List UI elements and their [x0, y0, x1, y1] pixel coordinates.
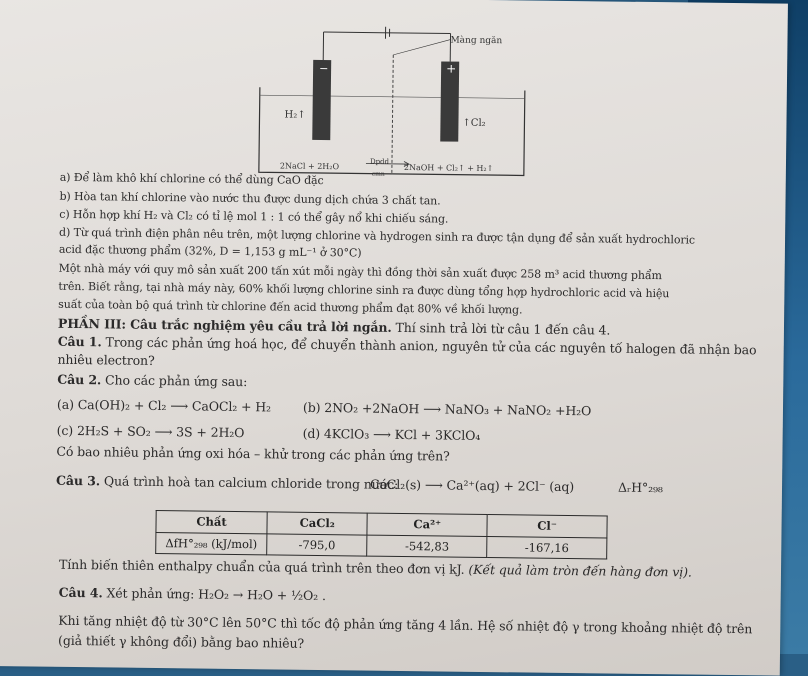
question-3-ask-text: Tính biến thiên enthalpy chuẩn của quá trình trên theo đơn vị kJ. — [59, 557, 465, 577]
question-1-text: Trong các phản ứng hoá học, để chuyển thành anion, nguyên tử của các nguyên tố halogen đã nhận bao — [102, 334, 757, 357]
table-cell-cacl2: -795,0 — [267, 533, 368, 556]
enthalpy-table — [155, 510, 608, 560]
reaction-b: (b) 2NO₂ +2NaOH ⟶ NaNO₃ + NaNO₂ +H₂O — [303, 400, 591, 419]
table-cell-cl-ion: -167,16 — [487, 536, 607, 559]
question-4-text: Xét phản ứng: H₂O₂ → H₂O + ½O₂ . — [103, 585, 326, 603]
part3-heading-title: PHẦN III: Câu trắc nghiệm yêu cầu trả lời ngắn. — [58, 316, 392, 335]
table-header-cl-ion: Cl⁻ — [487, 515, 607, 538]
table-cell-ca-ion: -542,83 — [367, 535, 487, 558]
part3-heading-instruction: Thí sinh trả lời từ câu 1 đến câu 4. — [392, 320, 611, 338]
equation-arrow-bottom: cmn — [372, 171, 385, 178]
statement-c: c) Hỗn hợp khí H₂ và Cl₂ có tỉ lệ mol 1 : 1 có thể gây nổ khi chiếu sáng. — [59, 208, 448, 226]
statement-d-line1: d) Từ quá trình điện phân nêu trên, một lượng chlorine và hydrogen sinh ra được tận dụng để sản xuất hydrochloric — [59, 226, 695, 247]
table-row-label: ΔfH°₂₉₈ (kJ/mol) — [156, 532, 267, 555]
table-header-ca-ion: Ca²⁺ — [367, 513, 487, 536]
statement-d-line2: acid đặc thương phẩm (32%, D = 1,153 g mL⁻¹ ở 30°C) — [59, 243, 362, 260]
statement-d-line4: trên. Biết rằng, tại nhà máy này, 60% khối lượng chlorine sinh ra được dùng tổng hợp hydrochloric acid và hiệu — [58, 280, 669, 300]
anode-sign: + — [446, 62, 456, 76]
equation-arrow-top: Dpdd — [370, 158, 389, 166]
reaction-d: (d) 4KClO₃ ⟶ KCl + 3KClO₄ — [303, 426, 481, 443]
question-1-line2: nhiêu electron? — [57, 352, 154, 368]
statement-a: a) Để làm khô khí chlorine có thể dùng CaO đặc — [60, 171, 324, 187]
question-3 — [56, 473, 398, 492]
equation-arrow — [364, 161, 414, 168]
question-1 — [58, 334, 757, 358]
reaction-c: (c) 2H₂S + SO₂ ⟶ 3S + 2H₂O — [57, 423, 245, 440]
equation-left: 2NaCl + 2H₂O — [280, 161, 339, 171]
statement-b: b) Hòa tan khí chlorine vào nước thu được dung dịch chứa 3 chất tan. — [59, 190, 440, 208]
table-row — [156, 532, 607, 559]
question-3-rounding-note: (Kết quả làm tròn đến hàng đơn vị). — [464, 562, 691, 580]
statement-d-line3: Một nhà máy với quy mô sản xuất 200 tấn xút mỗi ngày thì đồng thời sản xuất được 258 m³ acid thương phẩm — [59, 262, 662, 282]
table-header-substance: Chất — [156, 510, 267, 533]
reaction-a: (a) Ca(OH)₂ + Cl₂ ⟶ CaOCl₂ + H₂ — [57, 397, 271, 415]
hydrogen-label: H₂↑ — [284, 110, 305, 121]
question-2-label: Câu 2. — [57, 372, 101, 388]
question-3-equation: CaCl₂(s) ⟶ Ca²⁺(aq) + 2Cl⁻ (aq) — [370, 477, 574, 494]
equation-right: 2NaOH + Cl₂↑ + H₂↑ — [404, 163, 494, 173]
question-4-line2: (giả thiết γ không đổi) bằng bao nhiêu? — [58, 633, 304, 651]
question-4-line1: Khi tăng nhiệt độ từ 30°C lên 50°C thì tốc độ phản ứng tăng 4 lần. Hệ số nhiệt độ γ trong khoảng nhiệt độ trên — [58, 613, 752, 636]
question-2-ask: Có bao nhiêu phản ứng oxi hóa – khử trong các phản ứng trên? — [56, 444, 449, 464]
table-header-cacl2: CaCl₂ — [267, 512, 368, 535]
membrane-label: Màng ngăn — [450, 36, 502, 47]
cathode-sign: − — [319, 62, 328, 75]
question-2-text: Cho các phản ứng sau: — [101, 372, 247, 389]
statement-d-line5: suất của toàn bộ quá trình từ chlorine đến acid thương phẩm đạt 80% về khối lượng. — [58, 298, 522, 317]
question-4-label: Câu 4. — [59, 585, 103, 601]
question-4 — [59, 585, 326, 603]
question-1-label: Câu 1. — [58, 334, 102, 350]
question-3-label: Câu 3. — [56, 473, 100, 489]
question-3-ask — [59, 557, 692, 580]
question-3-text: Quá trình hoà tan calcium chloride trong nước: — [100, 473, 398, 492]
question-2 — [57, 372, 247, 389]
question-3-symbol: ΔᵣH°₂₉₈ — [618, 480, 663, 496]
chlorine-label: ↑Cl₂ — [462, 118, 485, 129]
